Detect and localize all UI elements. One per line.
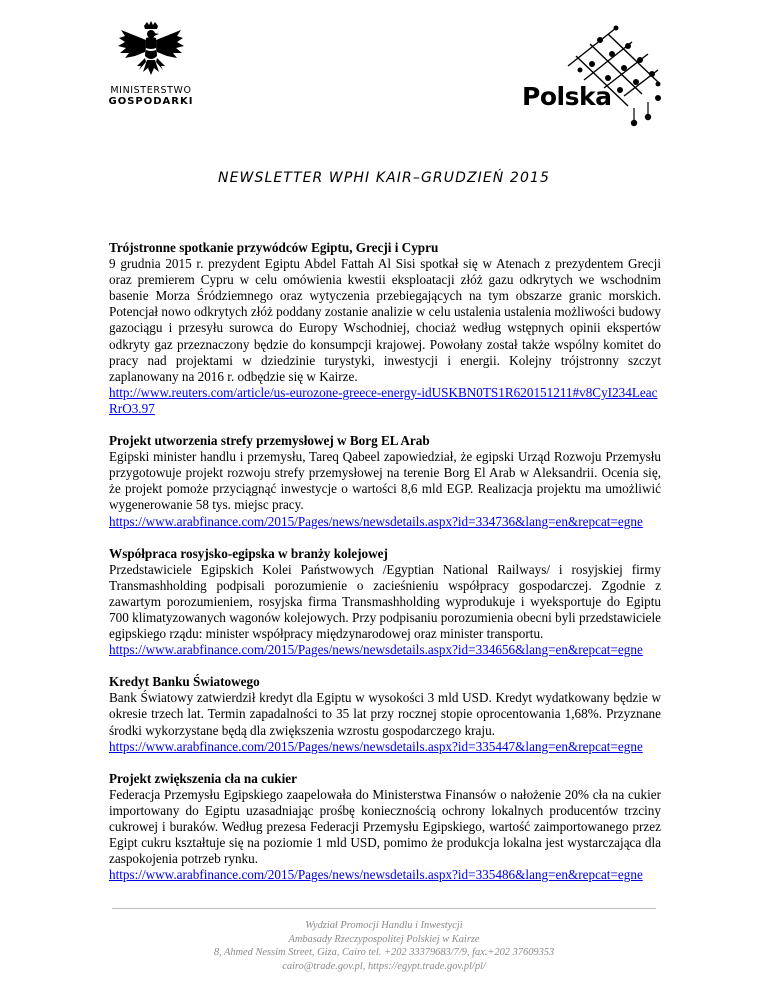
footer-department: Wydział Promocji Handlu i Inwestycji	[305, 920, 463, 931]
article-title: Współpraca rosyjsko-egipska w branży kolejowej	[109, 545, 388, 561]
newsletter-title: NEWSLETTER WPHI KAIR–GRUDZIEŃ 2015	[218, 170, 550, 186]
footer	[0, 919, 768, 973]
ministry-logo	[106, 20, 196, 107]
eagle-icon	[115, 20, 187, 82]
article-link[interactable]: https://www.arabfinance.com/2015/Pages/news/newsdetails.aspx?id=334656&lang=en&repcat=egne	[109, 642, 643, 658]
article-body: 9 grudnia 2015 r. prezydent Egiptu Abdel Fattah Al Sisi spotkał się w Atenach z prezydentem Grecji oraz premierem Cypru w celu omówienia kwestii eksploatacji złóż gazu odkrytych we wschodnim basenie Morza Śródziemnego oraz wytyczenia przebiegających na tym obszarze granic morskich. Potencjał nowo odkrytych złóż poddany zostanie analizie w celu ustalenia ustalenia możliwości budowy gazociągu i przesyłu surowca do Europy Wschodniej, chociaż według wstępnych opinii ekspertów odkryty gaz przeznaczony będzie do konsumpcji krajowej. Powołany został także wspólny komitet do pracy nad projektami w dziedzinie turystyki, inwestycji i energii. Kolejny trójstronny szczyt zaplanowany na 2016 r. odbędzie się w Kairze.	[109, 256, 661, 384]
brand-name: Polska	[522, 82, 612, 111]
article-link[interactable]: http://www.reuters.com/article/us-eurozone-greece-energy-idUSKBN0TS1R620151211#v8CyI234LeacRrO3.97	[109, 384, 658, 416]
ministry-name-line2: GOSPODARKI	[108, 96, 194, 107]
article-title: Kredyt Banku Światowego	[109, 674, 260, 690]
article-link[interactable]: https://www.arabfinance.com/2015/Pages/news/newsdetails.aspx?id=334736&lang=en&repcat=egne	[109, 513, 643, 529]
article-body: Egipski minister handlu i przemysłu, Tareq Qabeel zapowiedział, że egipski Urząd Rozwoju Przemysłu przygotowuje projekt rozwoju strefy przemysłowej na terenie Borg El Arab w Aleksandrii. Ocenia się, że projekt pomoże przyciągnąć inwestycje o wartości 8,6 mld EGP. Realizacja projektu ma umożliwić wygenerowanie 58 tys. miejsc pracy.	[109, 449, 661, 513]
kite-pattern-icon	[512, 24, 662, 134]
polska-logo	[512, 24, 662, 134]
articles-list	[109, 240, 661, 899]
article	[109, 240, 661, 417]
article	[109, 546, 661, 659]
article	[109, 433, 661, 530]
article	[109, 771, 661, 884]
article-body: Bank Światowy zatwierdził kredyt dla Egiptu w wysokości 3 mld USD. Kredyt wydatkowany będzie w okresie trzech lat. Termin zapadalności to 35 lat przy rocznej stopie oprocentowania 1,68%. Przyznane środki wykorzystane będą dla zwiększenia wzrostu gospodarczego kraju.	[109, 690, 661, 738]
article-body: Federacja Przemysłu Egipskiego zaapelowała do Ministerstwa Finansów o nałożenie 20% cła na cukier importowany do Egiptu uzasadniając prośbę koniecznością ochrony lokalnych producentów trzciny cukrowej i buraków. Według prezesa Federacji Przemysłu Egipskiego, wartość zaimportowanego przez Egipt cukru kształtuje się na poziomie 1 mld USD, pomimo że produkcja lokalna jest wystarczająca dla zaspokojenia potrzeb rynku.	[109, 786, 661, 867]
article-link[interactable]: https://www.arabfinance.com/2015/Pages/news/newsdetails.aspx?id=335447&lang=en&repcat=egne	[109, 738, 643, 754]
article-title: Projekt zwiększenia cła na cukier	[109, 770, 298, 786]
footer-embassy: Ambasady Rzeczypospolitej Polskiej w Kairze	[288, 933, 480, 945]
article-link[interactable]: https://www.arabfinance.com/2015/Pages/news/newsdetails.aspx?id=335486&lang=en&repcat=egne	[109, 867, 643, 883]
article-title: Projekt utworzenia strefy przemysłowej w Borg EL Arab	[109, 433, 430, 449]
article	[109, 674, 661, 754]
ministry-name-line1: MINISTERSTWO	[110, 85, 192, 96]
article-body: Przedstawiciele Egipskich Kolei Państwowych /Egyptian National Railways/ i rosyjskiej firmy Transmashholding podpisali porozumienie o zacieśnieniu współpracy gospodarczej. Zgodnie z zawartym porozumieniem, rosyjska firma Transmashholding wyprodukuje i wyeksportuje do Egiptu 700 klimatyzowanych wagonów kolejowych. Przy podpisaniu porozumienia obecni byli przedstawiciele egipskiego rządu: minister współpracy międzynarodowej oraz minister transportu.	[109, 561, 661, 642]
footer-contact: cairo@trade.gov.pl, https://egypt.trade.gov.pl/pl/	[282, 960, 486, 972]
footer-address: 8, Ahmed Nessim Street, Giza, Cairo tel. +202 33379683/7/9, fax.+202 37609353	[213, 947, 555, 959]
footer-divider	[112, 908, 656, 909]
article-title: Trójstronne spotkanie przywódców Egiptu, Grecji i Cypru	[109, 240, 439, 255]
